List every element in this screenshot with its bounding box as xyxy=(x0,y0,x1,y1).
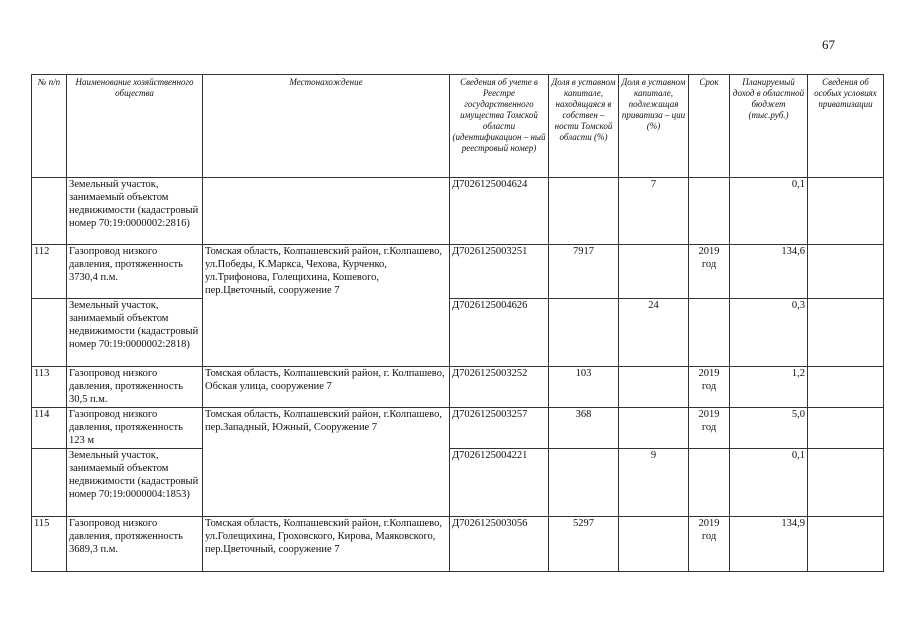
cell-share-privatize: 7 xyxy=(619,178,689,245)
cell-income: 134,6 xyxy=(730,245,808,299)
table-row xyxy=(32,517,884,572)
cell-name: Земельный участок, занимаемый объектом недвижимости (кадастровый номер 70:19:0000002:2816) xyxy=(67,178,203,245)
cell-share-privatize xyxy=(619,367,689,408)
header-share-privatize: Доля в уставном капитале, подлежащая приватиза – ции (%) xyxy=(619,75,689,178)
cell-name: Газопровод низкого давления, протяженность 123 м xyxy=(67,408,203,449)
cell-registry: Д7026125004624 xyxy=(450,178,549,245)
cell-location: Томская область, Колпашевский район, г.Колпашево, ул.Победы, К.Маркса, Чехова, Курченко, ул.Трифонова, Голещихина, Кошевого, пер.Цветочный, сооружение 7 xyxy=(203,245,450,367)
cell-term: 2019 год xyxy=(689,517,730,572)
cell-num xyxy=(32,449,67,517)
cell-term xyxy=(689,449,730,517)
cell-name: Земельный участок, занимаемый объектом недвижимости (кадастровый номер 70:19:0000002:2818) xyxy=(67,299,203,367)
cell-num: 115 xyxy=(32,517,67,572)
cell-income: 0,3 xyxy=(730,299,808,367)
cell-special xyxy=(808,367,884,408)
cell-name: Земельный участок, занимаемый объектом недвижимости (кадастровый номер 70:19:0000004:1853) xyxy=(67,449,203,517)
cell-special xyxy=(808,245,884,299)
cell-num: 113 xyxy=(32,367,67,408)
cell-share-owned: 368 xyxy=(549,408,619,449)
cell-name: Газопровод низкого давления, протяженность 30,5 п.м. xyxy=(67,367,203,408)
page-number: 67 xyxy=(822,37,835,52)
cell-share-owned: 7917 xyxy=(549,245,619,299)
table-row xyxy=(32,245,884,299)
cell-share-owned xyxy=(549,449,619,517)
cell-share-privatize xyxy=(619,517,689,572)
header-row xyxy=(32,75,884,178)
cell-registry: Д7026125004626 xyxy=(450,299,549,367)
header-income: Планируемый доход в областной бюджет (тыс.руб.) xyxy=(730,75,808,178)
cell-location: Томская область, Колпашевский район, г. Колпашево, Обская улица, сооружение 7 xyxy=(203,367,450,408)
cell-share-owned: 103 xyxy=(549,367,619,408)
table-row xyxy=(32,178,884,245)
cell-registry: Д7026125003056 xyxy=(450,517,549,572)
cell-special xyxy=(808,299,884,367)
cell-share-privatize xyxy=(619,245,689,299)
privatization-table xyxy=(31,74,884,572)
cell-income: 0,1 xyxy=(730,178,808,245)
cell-share-owned: 5297 xyxy=(549,517,619,572)
cell-special xyxy=(808,178,884,245)
table-row xyxy=(32,299,884,367)
cell-registry: Д7026125003252 xyxy=(450,367,549,408)
cell-share-owned xyxy=(549,178,619,245)
cell-share-owned xyxy=(549,299,619,367)
table-row xyxy=(32,408,884,449)
cell-registry: Д7026125003257 xyxy=(450,408,549,449)
table-row xyxy=(32,449,884,517)
cell-term xyxy=(689,299,730,367)
header-num: № п/п xyxy=(32,75,67,178)
cell-income: 134,9 xyxy=(730,517,808,572)
header-location: Местонахождение xyxy=(203,75,450,178)
cell-income: 5,0 xyxy=(730,408,808,449)
cell-term: 2019 год xyxy=(689,367,730,408)
cell-registry: Д7026125003251 xyxy=(450,245,549,299)
cell-share-privatize xyxy=(619,408,689,449)
cell-special xyxy=(808,449,884,517)
cell-share-privatize: 24 xyxy=(619,299,689,367)
cell-share-privatize: 9 xyxy=(619,449,689,517)
cell-num xyxy=(32,299,67,367)
cell-income: 0,1 xyxy=(730,449,808,517)
cell-term: 2019 год xyxy=(689,408,730,449)
header-registry: Сведения об учете в Реестре государственного имущества Томской области (идентификацион – ный реестровый номер) xyxy=(450,75,549,178)
header-name: Наименование хозяйственного общества xyxy=(67,75,203,178)
cell-location: Томская область, Колпашевский район, г.Колпашево, ул.Голещихина, Гроховского, Кирова, Маяковского, пер.Цветочный, сооружение 7 xyxy=(203,517,450,572)
cell-term xyxy=(689,178,730,245)
cell-num: 112 xyxy=(32,245,67,299)
cell-registry: Д7026125004221 xyxy=(450,449,549,517)
cell-location: Томская область, Колпашевский район, г.Колпашево, пер.Западный, Южный, Сооружение 7 xyxy=(203,408,450,517)
cell-num: 114 xyxy=(32,408,67,449)
cell-name: Газопровод низкого давления, протяженность 3730,4 п.м. xyxy=(67,245,203,299)
cell-num xyxy=(32,178,67,245)
cell-name: Газопровод низкого давления, протяженность 3689,3 п.м. xyxy=(67,517,203,572)
cell-special xyxy=(808,517,884,572)
cell-income: 1,2 xyxy=(730,367,808,408)
cell-special xyxy=(808,408,884,449)
cell-location xyxy=(203,178,450,245)
header-term: Срок xyxy=(689,75,730,178)
header-share-owned: Доля в уставном капитале, находящаяся в собствен – ности Томской области (%) xyxy=(549,75,619,178)
cell-term: 2019 год xyxy=(689,245,730,299)
header-special: Сведения об особых условиях приватизации xyxy=(808,75,884,178)
table-row xyxy=(32,367,884,408)
